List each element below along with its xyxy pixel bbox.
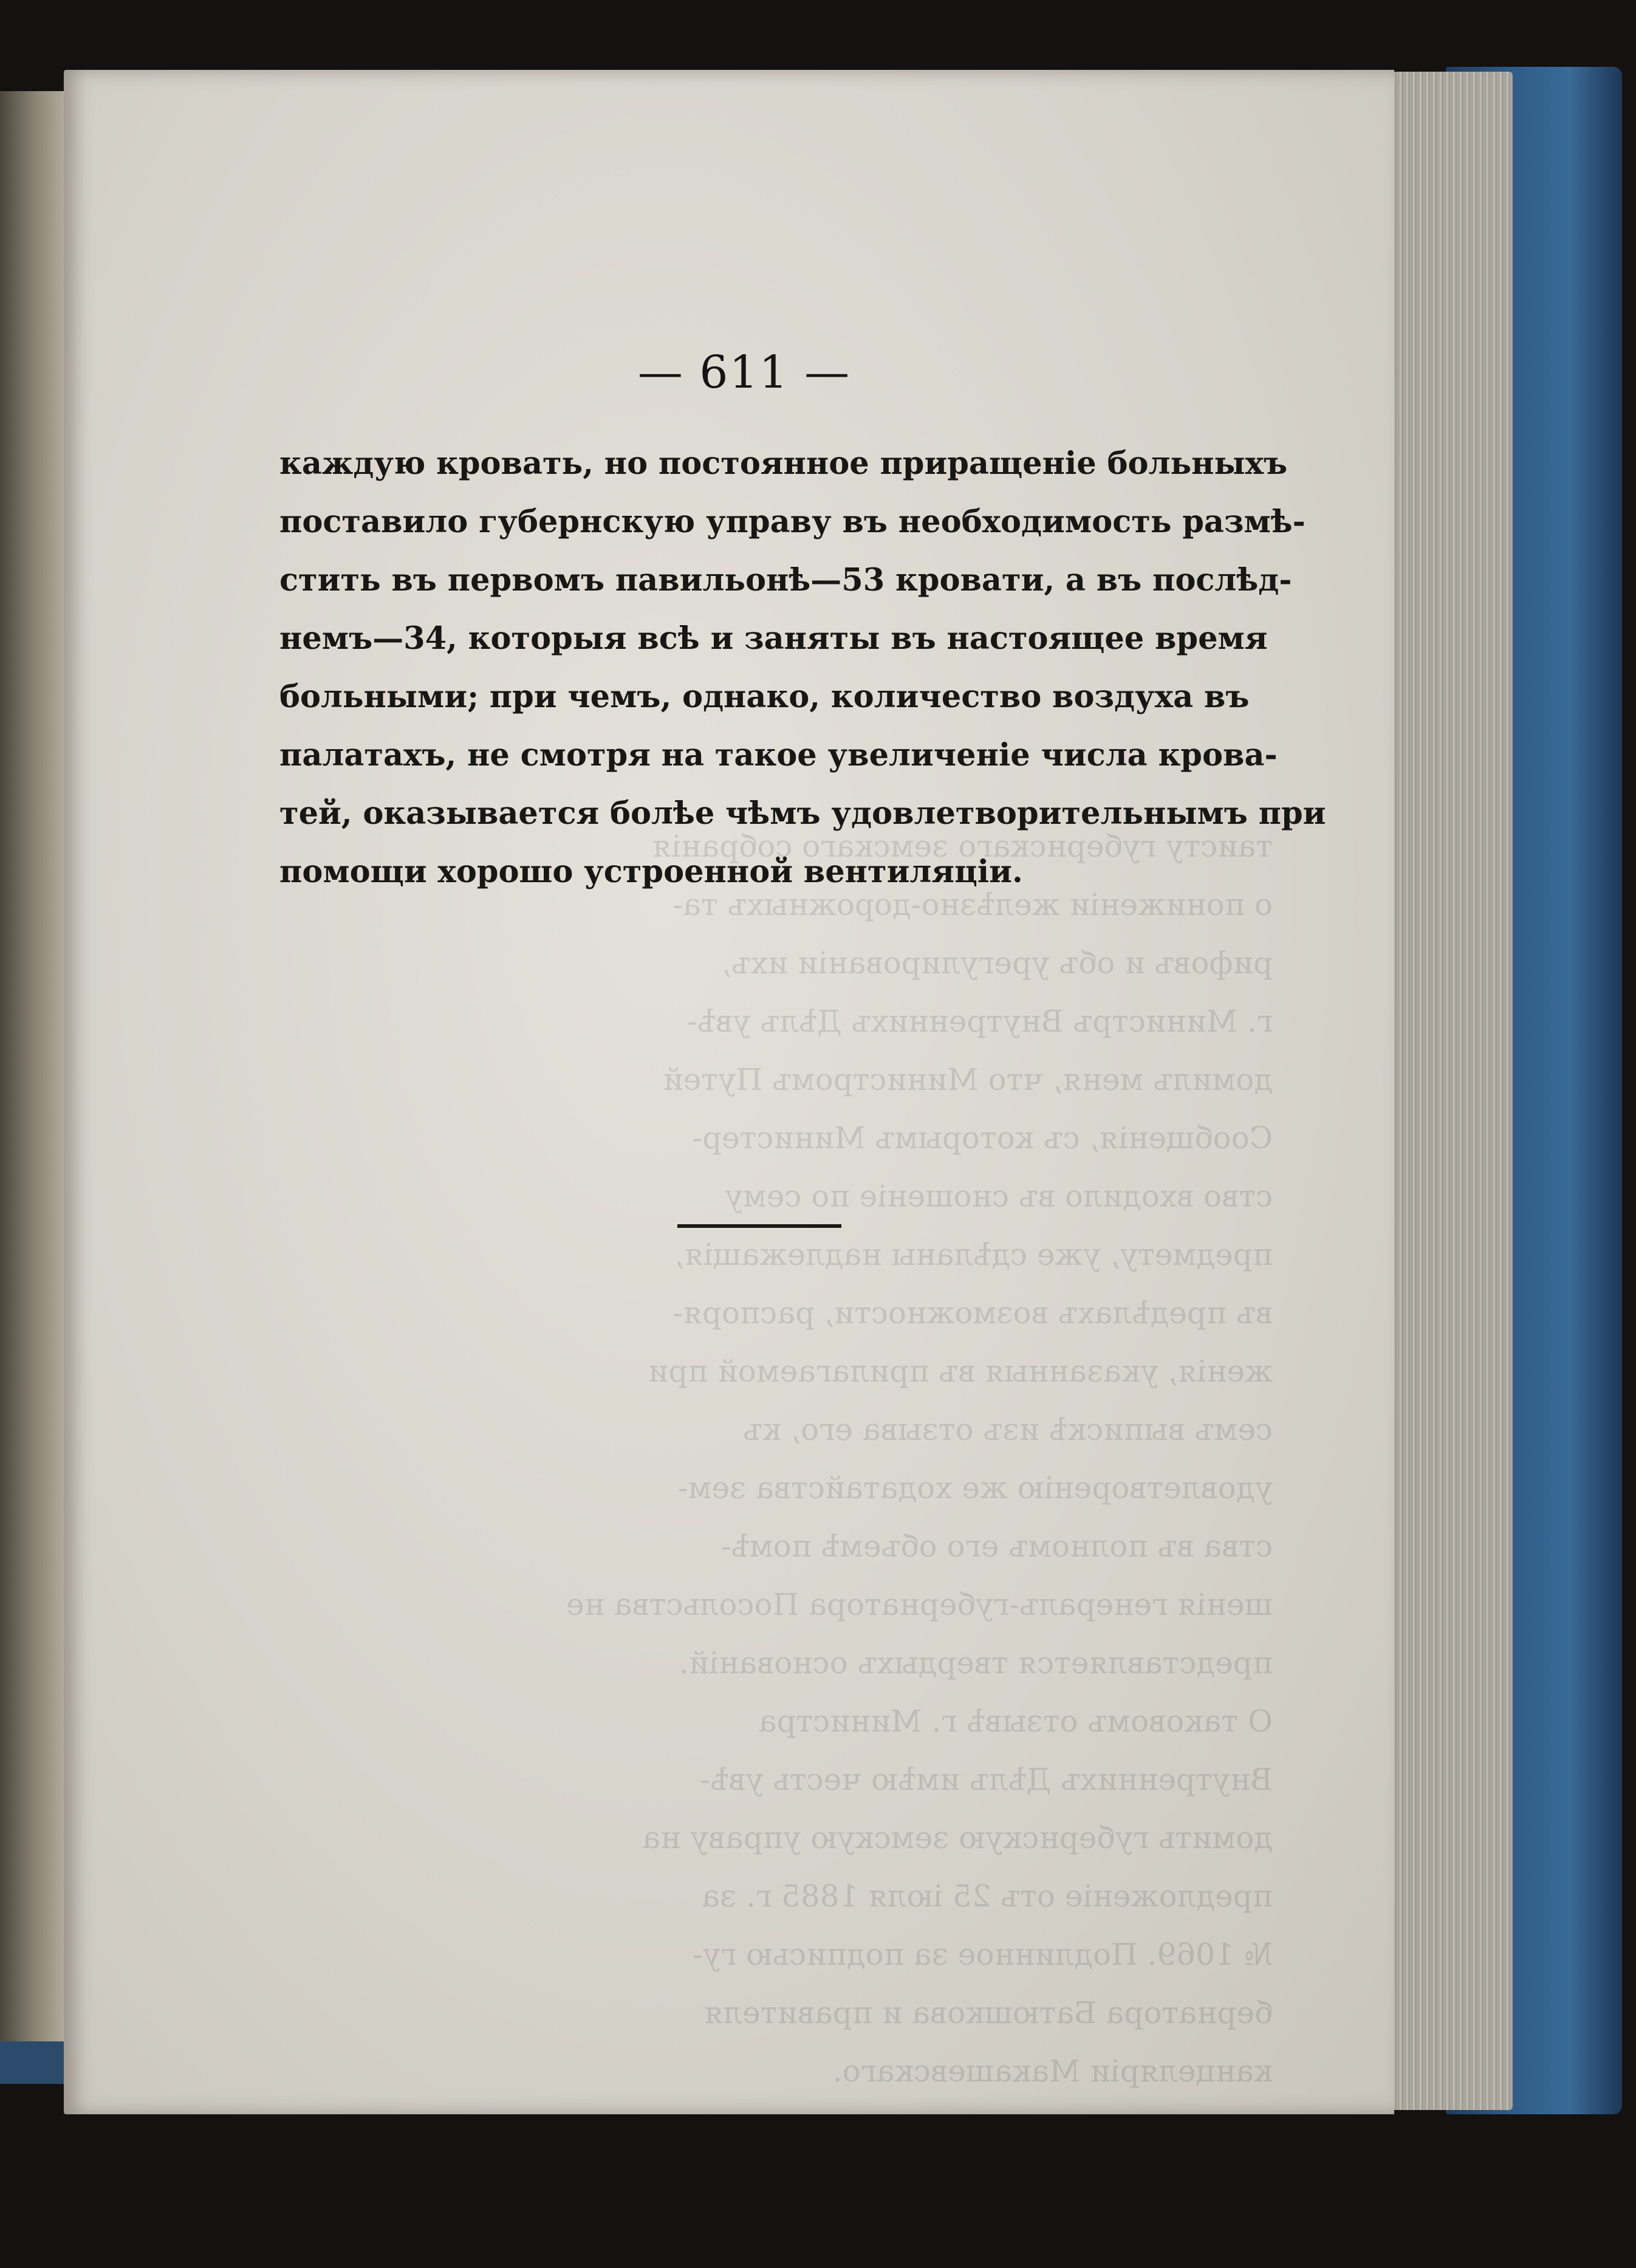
show-through-line: ства въ полномъ его объемѣ помѣ-	[720, 1529, 1273, 1564]
show-through-line: въ предѣлахъ возможности, распоря-	[673, 1295, 1273, 1331]
show-through-line: предмету, уже сдѣланы надлежащія,	[674, 1237, 1273, 1272]
previous-page-edge	[0, 91, 67, 2078]
show-through-line: удовлетворенію же ходатайства зем-	[677, 1470, 1273, 1506]
show-through-line: № 1069. Подлинное за подписью гу-	[692, 1937, 1273, 1972]
show-through-line: семъ выпискѣ изъ отзыва его, къ	[743, 1412, 1273, 1447]
text-line: помощи хорошо устроенной вентиляціи.	[279, 854, 1023, 890]
show-through-line: г. Министръ Внутреннихъ Дѣлъ увѣ-	[686, 1004, 1273, 1039]
page-number: — 611 —	[637, 346, 851, 399]
show-through-line: шенія генералъ-губернатора Посольства не	[566, 1587, 1273, 1622]
show-through-line: Внутреннихъ Дѣлъ имѣю честь увѣ-	[700, 1762, 1273, 1797]
text-line: палатахъ, не смотря на такое увеличеніе числа крова-	[279, 737, 1278, 773]
show-through-line: бернатора Батюшкова и правителя	[703, 1995, 1273, 2030]
section-end-rule	[677, 1224, 841, 1228]
text-line: больными; при чемъ, однако, количество воздуха въ	[279, 679, 1250, 715]
show-through-line: о пониженіи желѣзно-дорожныхъ та-	[673, 887, 1273, 922]
show-through-line: предложеніе отъ 25 іюля 1885 г. за	[702, 1879, 1273, 1914]
text-line: тей, оказывается болѣе чѣмъ удовлетворительнымъ при	[279, 795, 1326, 832]
show-through-line: канцеляріи Макашевскаго.	[832, 2054, 1273, 2089]
text-line: каждую кровать, но постоянное приращеніе больныхъ	[279, 445, 1288, 482]
show-through-text	[216, 817, 1273, 2268]
show-through-line: О таковомъ отзывѣ г. Министра	[758, 1704, 1273, 1739]
show-through-line: представляется твердыхъ основаній.	[679, 1645, 1273, 1680]
show-through-line: Сообщенія, съ которымъ Министер-	[692, 1120, 1273, 1156]
show-through-line: домить губернскую земскую управу на	[642, 1820, 1273, 1855]
text-line: поставило губернскую управу въ необходимость размѣ-	[279, 504, 1306, 540]
show-through-line: женія, указанныя въ прилагаемой при	[648, 1354, 1273, 1389]
body-paragraph	[279, 434, 1326, 901]
text-line: стить въ первомъ павильонѣ—53 кровати, а въ послѣд-	[279, 562, 1292, 598]
binding-strip-left	[0, 2041, 67, 2084]
show-through-line: таисту губернскаго земскаго собранія	[652, 829, 1273, 864]
show-through-line: рифовъ и объ урегулированіи ихъ,	[721, 945, 1273, 981]
show-through-line: ство входило въ сношеніе по сему	[725, 1179, 1273, 1214]
text-line: немъ—34, которыя всѣ и заняты въ настоящее время	[279, 620, 1268, 657]
book-page	[64, 70, 1394, 2114]
show-through-line: домилъ меня, что Министромъ Путей	[663, 1062, 1273, 1097]
